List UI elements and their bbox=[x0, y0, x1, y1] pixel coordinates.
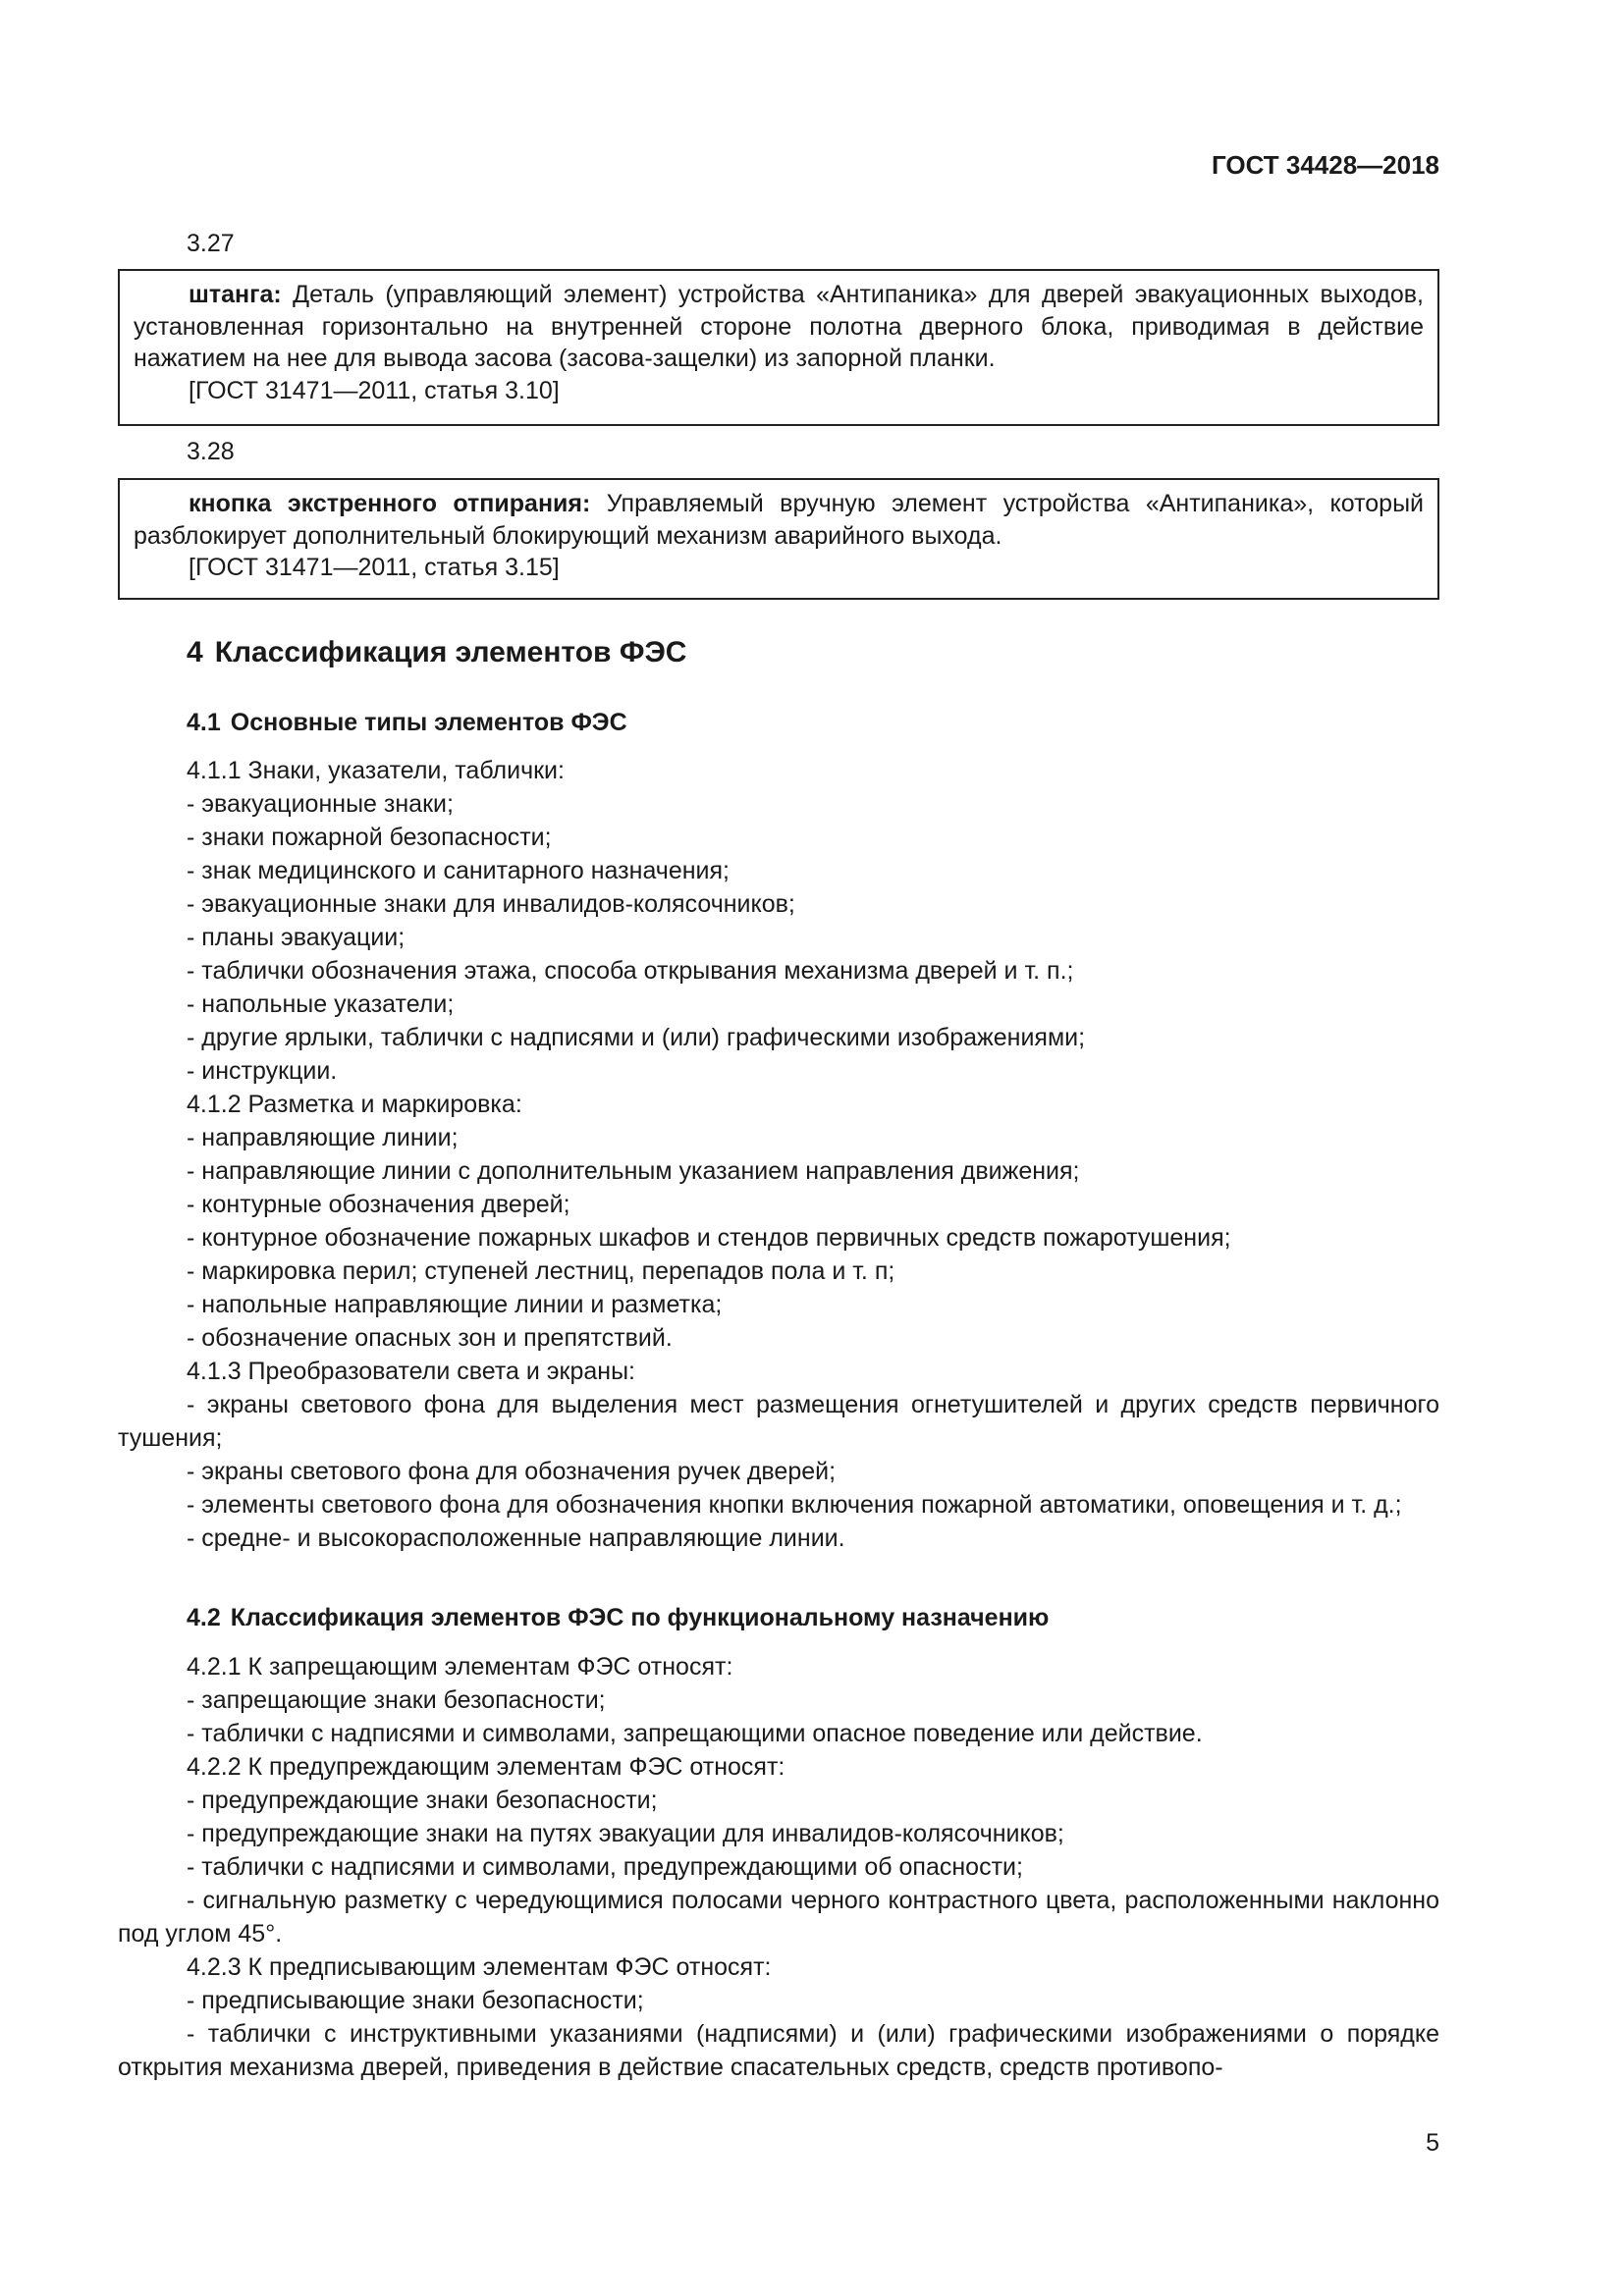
list-item: - обозначение опасных зон и препятствий. bbox=[187, 1324, 673, 1352]
list-item: - маркировка перил; ступеней лестниц, перепадов пола и т. п; bbox=[187, 1257, 895, 1285]
document-code: ГОСТ 34428—2018 bbox=[1212, 150, 1439, 180]
term-source: [ГОСТ 31471—2011, статья 3.15] bbox=[189, 554, 560, 581]
clause-heading: 4.1.2 Разметка и маркировка: bbox=[187, 1091, 522, 1118]
list-item: - сигнальную разметку с чередующимися полосами черного контрастного цвета, расположенными наклонно под углом 45°. bbox=[118, 1887, 1439, 1948]
list-item: - контурное обозначение пожарных шкафов и стендов первичных средств пожаротушения; bbox=[187, 1224, 1231, 1252]
list-item: - элементы светового фона для обозначения кнопки включения пожарной автоматики, оповещения и т. д.; bbox=[187, 1491, 1402, 1519]
list-item: - инструкции. bbox=[187, 1057, 338, 1085]
list-item: - эвакуационные знаки для инвалидов-колясочников; bbox=[187, 890, 795, 918]
list-item: - направляющие линии; bbox=[187, 1124, 459, 1151]
list-item: - предписывающие знаки безопасности; bbox=[187, 1987, 644, 2014]
subsection-number: 4.2 bbox=[187, 1604, 221, 1631]
term-source: [ГОСТ 31471—2011, статья 3.10] bbox=[189, 376, 560, 404]
subsection-heading bbox=[187, 1602, 1049, 1633]
list-item: - экраны светового фона для выделения мест размещения огнетушителей и других средств первичного тушения; bbox=[118, 1391, 1439, 1452]
list-item: - таблички обозначения этажа, способа открывания механизма дверей и т. п.; bbox=[187, 957, 1074, 985]
document-page bbox=[118, 0, 1439, 2296]
section-title: Классификация элементов ФЭС bbox=[214, 636, 687, 668]
list-item: - запрещающие знаки безопасности; bbox=[187, 1686, 606, 1714]
list-item: - контурные обозначения дверей; bbox=[187, 1191, 570, 1218]
list-item: - планы эвакуации; bbox=[187, 924, 406, 951]
clause-heading: 4.1.3 Преобразователи света и экраны: bbox=[187, 1358, 635, 1385]
term-name: штанга: bbox=[189, 281, 282, 308]
term-name: кнопка экстренного отпирания: bbox=[189, 490, 591, 517]
subsection-body bbox=[118, 1650, 1439, 2084]
list-item: - средне- и высокорасположенные направляющие линии. bbox=[187, 1524, 845, 1552]
list-item: - знаки пожарной безопасности; bbox=[187, 824, 552, 851]
subsection-title: Классификация элементов ФЭС по функциональному назначению bbox=[230, 1604, 1050, 1631]
term-definition-text: Деталь (управляющий элемент) устройства «Антипаника» для дверей эвакуационных выходов, установленная горизонтально на внутренней стороне полотна дверного блока, приводимая в действие нажатием на нее для вывода засова (засова-защелки) из запорной планки. bbox=[134, 281, 1424, 372]
list-item: - экраны светового фона для обозначения ручек дверей; bbox=[187, 1458, 837, 1485]
page-number: 5 bbox=[1426, 2129, 1439, 2157]
term-number: 3.27 bbox=[187, 230, 235, 257]
term-definition bbox=[134, 279, 1424, 375]
clause-heading: 4.1.1 Знаки, указатели, таблички: bbox=[187, 757, 565, 784]
list-item: - предупреждающие знаки на путях эвакуации для инвалидов-колясочников; bbox=[187, 1820, 1064, 1847]
section-number: 4 bbox=[187, 636, 203, 668]
clause-heading: 4.2.3 К предписывающим элементам ФЭС относят: bbox=[187, 1953, 772, 1981]
list-item: - напольные направляющие линии и разметка; bbox=[187, 1291, 723, 1318]
subsection-heading bbox=[187, 707, 627, 738]
list-item: - эвакуационные знаки; bbox=[187, 790, 454, 818]
list-item: - знак медицинского и санитарного назначения; bbox=[187, 857, 730, 884]
subsection-body bbox=[118, 754, 1439, 1555]
term-definition-text: Управляемый вручную элемент устройства «Антипаника», который разблокирует дополнительный блокирующий механизм аварийного выхода. bbox=[134, 490, 1424, 550]
list-item: - предупреждающие знаки безопасности; bbox=[187, 1787, 658, 1814]
list-item: - таблички с надписями и символами, предупреждающими об опасности; bbox=[187, 1853, 1023, 1881]
term-definition-box bbox=[118, 478, 1439, 600]
term-number: 3.28 bbox=[187, 438, 235, 465]
list-item: - другие ярлыки, таблички с надписями и (или) графическими изображениями; bbox=[187, 1024, 1086, 1051]
clause-heading: 4.2.1 К запрещающим элементам ФЭС относят: bbox=[187, 1653, 733, 1681]
list-item: - направляющие линии с дополнительным указанием направления движения; bbox=[187, 1157, 1080, 1185]
clause-heading: 4.2.2 К предупреждающим элементам ФЭС относят: bbox=[187, 1753, 785, 1781]
list-item: - таблички с инструктивными указаниями (надписями) и (или) графическими изображениями о порядке открытия механизма дверей, приведения в действие спасательных средств, средств противопо- bbox=[118, 2020, 1439, 2081]
section-heading bbox=[187, 634, 686, 671]
list-item: - напольные указатели; bbox=[187, 990, 455, 1018]
list-item: - таблички с надписями и символами, запрещающими опасное поведение или действие. bbox=[187, 1720, 1203, 1747]
term-definition-box bbox=[118, 269, 1439, 426]
subsection-title: Основные типы элементов ФЭС bbox=[230, 709, 627, 736]
term-definition bbox=[134, 488, 1424, 552]
subsection-number: 4.1 bbox=[187, 709, 221, 736]
